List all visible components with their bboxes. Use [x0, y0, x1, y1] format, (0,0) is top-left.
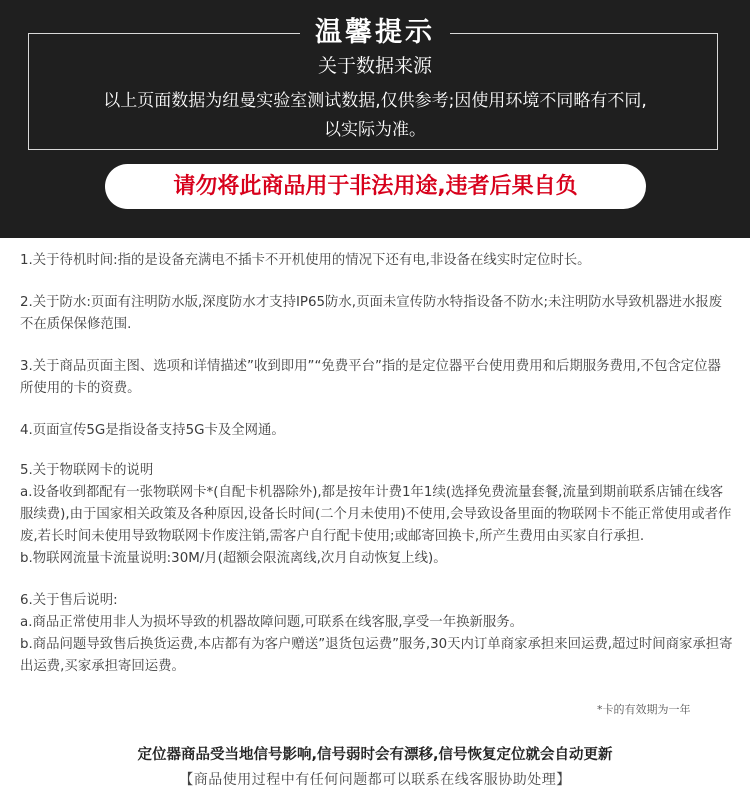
note-heading: 5.关于物联网卡的说明: [20, 463, 154, 478]
note-iot-card: [20, 460, 734, 570]
note-standby: [20, 250, 734, 272]
notice-header: [0, 0, 750, 238]
note-5g: [20, 420, 734, 442]
card-validity-note: *卡的有效期为一年: [597, 703, 691, 716]
data-source-text-2: 以实际为准。: [324, 120, 426, 140]
note-heading: 6.关于售后说明:: [20, 593, 118, 608]
note-line: a.商品正常使用非人为损坏导致的机器故障问题,可联系在线客服,享受一年换新服务。: [20, 615, 524, 630]
note-line: 3.关于商品页面主图、选项和详情描述”收到即用”“免费平台”指的是定位器平台使用费用和后期服务费用,不包含定位器所使用的卡的资费。: [20, 359, 721, 396]
note-description: [20, 356, 734, 400]
legal-warning-banner: 请勿将此商品用于非法用途,违者后果自负: [105, 164, 646, 209]
note-line: 1.关于待机时间:指的是设备充满电不插卡不开机使用的情况下还有电,非设备在线实时定位时长。: [20, 253, 591, 268]
note-line: b.商品问题导致售后换货运费,本店都有为客户赠送”退货包运费”服务,30天内订单商家承担来回运费,超过时间商家承担寄出运费,买家承担寄回运费。: [20, 637, 733, 674]
notes-list: [20, 250, 734, 698]
note-after-sales: [20, 590, 734, 678]
note-line: a.设备收到都配有一张物联网卡*(自配卡机器除外),都是按年计费1年1续(选择免费流量套餐,流量到期前联系店铺在线客服续费),由于国家相关政策及各种原因,设备长时间(二个月未使用)不使用,会导致设备里面的物联网卡不能正常使用或者作废,若长时间未使用导致物联网卡作废注销,需客户自行配卡使用;或邮寄回换卡,所产生费用由买家自行承担.: [20, 485, 732, 544]
note-waterproof: [20, 292, 734, 336]
note-line: 4.页面宣传5G是指设备支持5G卡及全网通。: [20, 423, 285, 438]
notice-subtitle: 关于数据来源: [317, 55, 432, 77]
signal-notice: 定位器商品受当地信号影响,信号弱时会有漂移,信号恢复定位就会自动更新: [137, 747, 613, 763]
support-notice: 【商品使用过程中有任何问题都可以联系在线客服协助处理】: [179, 772, 571, 788]
note-line: b.物联网流量卡流量说明:30M/月(超额会限流离线,次月自动恢复上线)。: [20, 551, 447, 566]
notice-title: 温馨提示: [300, 14, 450, 52]
note-line: 2.关于防水:页面有注明防水版,深度防水才支持IP65防水,页面未宣传防水特指设备不防水;未注明防水导致机器进水报废不在质保保修范围.: [20, 295, 723, 332]
data-source-text-1: 以上页面数据为纽曼实验室测试数据,仅供参考;因使用环境不同略有不同,: [103, 91, 647, 111]
